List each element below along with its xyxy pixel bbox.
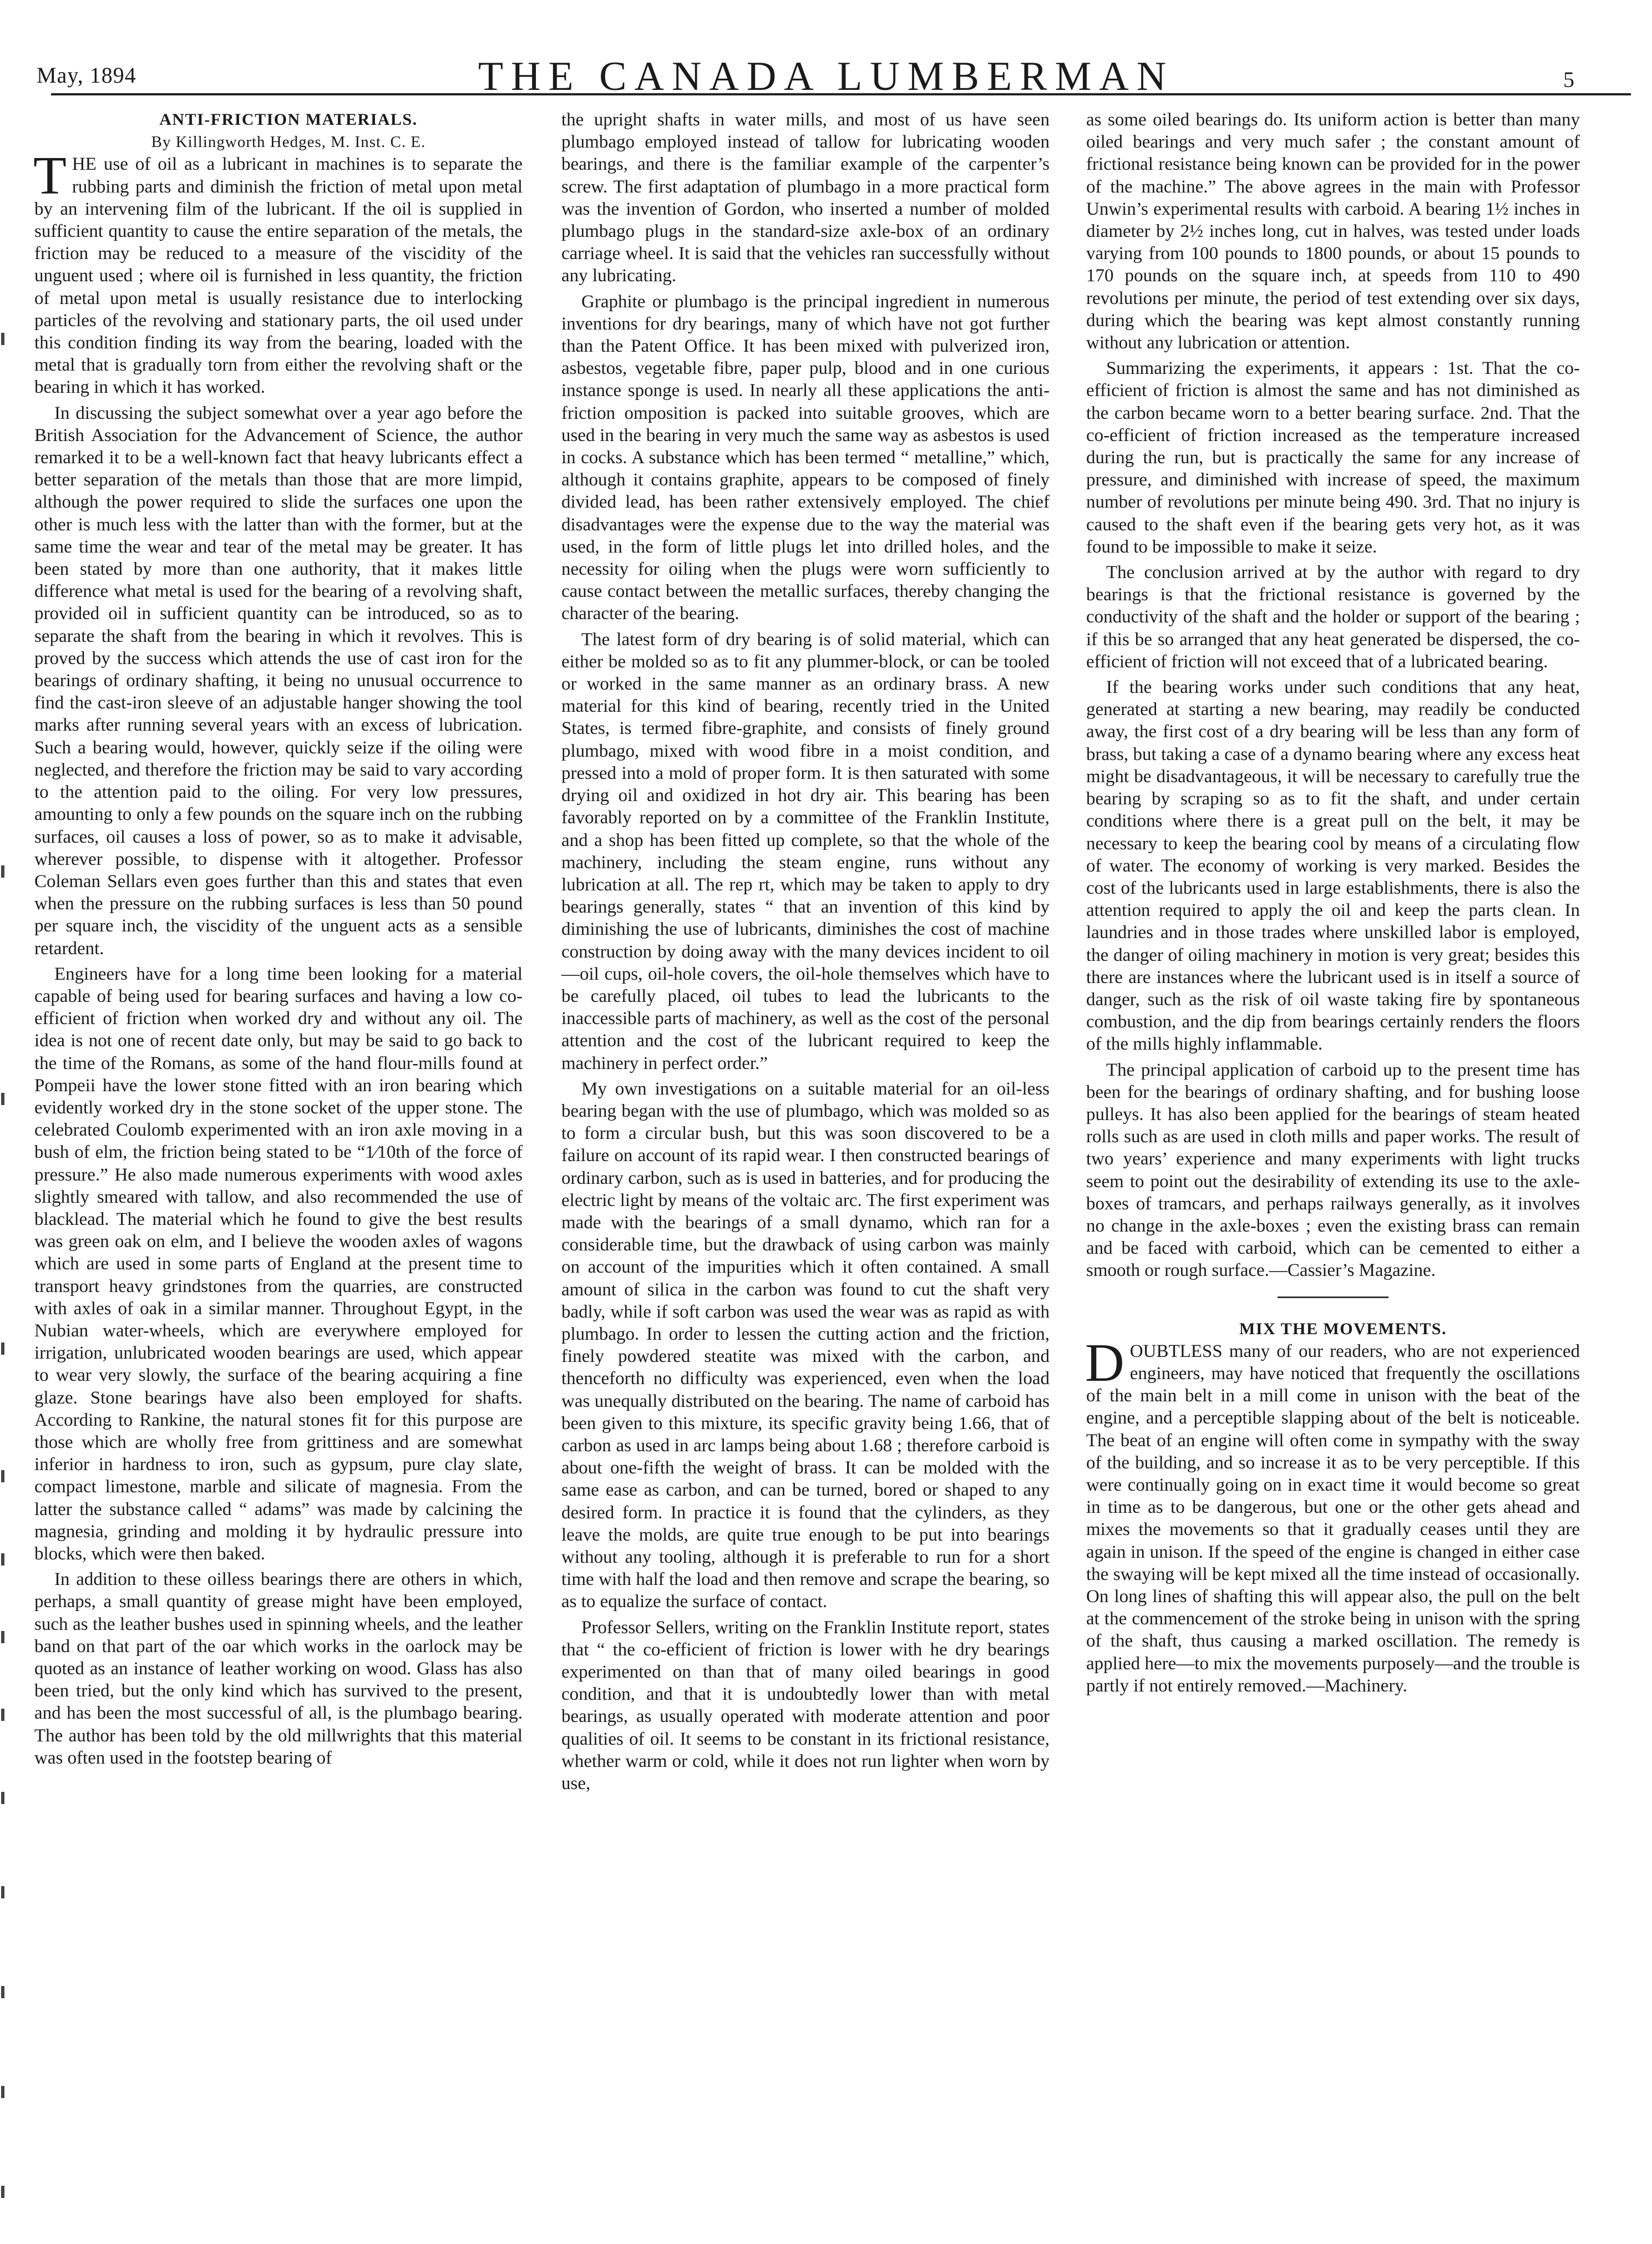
page-number: 5	[1563, 67, 1574, 92]
article-paragraph: Graphite or plumbago is the principal ingredient in numerous inventions for dry bearings, many of which have not got further than the Patent Office. It has been mixed with pulverized iron, asbestos, vegetable fibre, paper pulp, blood and in one curious instance sponge is used. In nearly all these applications the anti-friction omposition is packed into suitable grooves, which are used in the bearing in very much the same way as asbestos is used in cocks. A substance which has been termed “ metalline,” which, although it contains graphite, appears to be composed of finely divided lead, has been rather extensively employed. The chief disadvantages were the expense due to the way the material was used, in the form of little plugs let into drilled holes, and the necessity for oiling when the plugs were worn sufficiently to cause contact between the metallic surfaces, thereby changing the character of the bearing.	[561, 291, 1050, 624]
section-divider	[1278, 1296, 1389, 1298]
article-paragraph: In discussing the subject somewhat over a year ago before the British Association for the Advancement of Science, the author remarked it to be a well-known fact that heavy lubricants effect a better separation of the metals than those that are more limpid, although the power required to slide the surfaces one upon the other is much less with the latter than with the former, but at the same time the wear and tear of the metal may be greater. It has been stated by more than one authority, that it makes little difference what metal is used for the bearing of a revolving shaft, provided oil in sufficient quantity can be introduced, so as to separate the shaft from the bearing in which it revolves. This is proved by the success which attends the use of cast iron for the bearings of ordinary shafting, it being no unusual occurrence to find the cast-iron sleeve of an adjustable hanger showing the tool marks after running several years with an excess of lubrication. Such a bearing would, however, quickly seize if the oiling were neglected, and therefore the friction may be said to vary according to the attention paid to the oiling. For very low pressures, amounting to only a few pounds on the square inch on the rubbing surfaces, oil causes a loss of power, so as to make it advisable, wherever possible, to dispense with it altogether. Professor Coleman Sellars even goes further than this and states that even when the pressure on the rubbing surfaces is less than 50 pound per square inch, the viscidity of the unguent acts as a sensible retardent.	[34, 403, 523, 959]
article-title: ANTI-FRICTION MATERIALS.	[159, 110, 418, 129]
article-title-2: MIX THE MOVEMENTS.	[1239, 1319, 1447, 1338]
column-3	[1086, 109, 1580, 1697]
article-paragraph: The principal application of carboid up to the present time has been for the bearings of ordinary shafting, and for bushing loose pulleys. It has also been applied for the bearings of steam heated rolls such as are used in cloth mills and paper works. The result of two years’ experience and many experiments with light trucks seem to point out the desirability of extending its use to the axle-boxes of tramcars, and perhaps railways generally, as it involves no change in the axle-boxes ; even the existing brass can remain and be faced with carboid, which can be cemented to either a smooth or rough surface.—Cassier’s Magazine.	[1086, 1060, 1580, 1281]
column-2	[561, 109, 1050, 1795]
article-paragraph: THE use of oil as a lubricant in machines is to separate the rubbing parts and diminish the friction of metal upon metal by an intervening film of the lubricant. If the oil is supplied in sufficient quantity to cause the entire separation of the metals, the friction may be reduced to a measure of the viscidity of the unguent used ; where oil is furnished in less quantity, the friction of metal upon metal is usually resistance due to interlocking particles of the revolving and stationary parts, the oil used under this condition finding its way from the bearing, loaded with the metal that is gradually torn from either the revolving shaft or the bearing in which it has worked.	[33, 146, 523, 398]
article-paragraph: The conclusion arrived at by the author with regard to dry bearings is that the frictional resistance is governed by the conductivity of the shaft and the holder or support of the bearing ; if this be so arranged that any heat generated be dispersed, the co-efficient of friction will not exceed that of a lubricated bearing.	[1086, 563, 1580, 672]
drop-cap: D	[1085, 1333, 1124, 1393]
article-paragraph: the upright shafts in water mills, and most of us have seen plumbago employed instead of tallow for lubricating wooden bearings, and there is the familiar example of the carpenter’s screw. The first adaptation of plumbago in a more practical form was the invention of Gordon, who inserted a number of molded plumbago plugs in the standard-size axle-box of an ordinary carriage wheel. It is said that the vehicles ran successfully without any lubricating.	[561, 110, 1050, 286]
column-1	[34, 109, 523, 1769]
article-paragraph: The latest form of dry bearing is of solid material, which can either be molded so as to fit any plummer-block, or can be tooled or worked in the same manner as an ordinary brass. A new material for this kind of bearing, recently tried in the United States, is termed fibre-graphite, and consists of finely ground plumbago, mixed with wood fibre in a moist condition, and pressed into a mold of proper form. It is then saturated with some drying oil and oxidized in hot dry air. This bearing has been favorably reported on by a committee of the Franklin Institute, and a shop has been fitted up complete, so that the whole of the machinery, including the steam engine, runs without any lubrication at all. The rep rt, which may be taken to apply to dry bearings generally, states “ that an invention of this kind by diminishing the use of lubricants, diminishes the cost of machine construction by doing away with the many devices incident to oil—oil cups, oil-hole covers, the oil-hole themselves which have to be carefully placed, oil tubes to lead the lubricants to the inaccessible parts of machinery, as well as the cost of the personal attention and the cost of the lubricant required to keep the machinery in perfect order.”	[561, 629, 1050, 1073]
masthead-title: THE CANADA LUMBERMAN	[478, 54, 1174, 99]
left-margin-binding-marks	[0, 100, 8, 2208]
article-paragraph: DOUBTLESS many of our readers, who are not experienced engineers, may have noticed that frequently the oscillations of the main belt in a mill come in unison with the beat of the engine, and a perceptible slapping about of the belt is noticeable. The beat of an engine will often come in sympathy with the sway of the building, and so increase it as to be very perceptible. If this were continually going on in exact time it would become so great in time as to be dangerous, but one or the other gets ahead and mixes the movements so that it gradually ceases until they are again in unison. If the speed of the engine is changed in either case the swaying will be kept mixed all the time instead of occasionally. On long lines of shafting this will appear also, the pull on the belt at the commencement of the stroke being in unison with the spring of the shaft, thus causing a marked oscillation. The remedy is applied here—to mix the movements purposely—and the trouble is partly if not entirely removed.—Machinery.	[1085, 1333, 1580, 1696]
article-paragraph: My own investigations on a suitable material for an oil-less bearing began with the use of plumbago, which was molded so as to form a circular bush, but this was soon discovered to be a failure on account of its rapid wear. I then constructed bearings of ordinary carbon, such as is used in batteries, and for producing the electric light by means of the voltaic arc. The first experiment was made with the bearings of a small dynamo, which ran for a considerable time, but the drawback of using carbon was mainly on account of the impurities which it often contained. A small amount of silica in the carbon was found to cut the shaft very badly, while if soft carbon was used the wear was as rapid as with plumbago. In order to lessen the cutting action and the friction, finely powdered steatite was mixed with the carbon, and thenceforth no difficulty was experienced, even when the load was unequally distributed on the bearing. The name of carboid has been given to this mixture, its specific gravity being 1.66, that of carbon as used in arc lamps being about 1.68 ; therefore carboid is about one-fifth the weight of brass. It can be molded with the same ease as carbon, and can be turned, bored or shaped to any desired form. In practice it is found that the cylinders, as they leave the molds, are quite true enough to be put into bearings without any tooling, although it is preferable to run for a short time with half the load and then remove and scrape the bearing, so as to equalize the surface of contact.	[561, 1078, 1050, 1612]
article-paragraph: as some oiled bearings do. Its uniform action is better than many oiled bearings and very much safer ; the constant amount of frictional resistance being known can be provided for in the power of the machine.” The above agrees in the main with Professor Unwin’s experimental results with carboid. A bearing 1½ inches in diameter by 2½ inches long, cut in halves, was tested under loads varying from 100 pounds to 1800 pounds, or about 15 pounds to 170 pounds on the square inch, at speeds from 110 to 490 revolutions per minute, the period of test extending over six days, during which the bearing was kept almost constantly running without any lubrication or attention.	[1086, 110, 1580, 353]
header-rule	[51, 93, 1631, 95]
article-paragraph: If the bearing works under such conditions that any heat, generated at starting a new bearing, may readily be conducted away, the first cost of a dry bearing will be less than any form of brass, but taking a case of a dynamo bearing where any excess heat might be disadvantageous, it will be necessary to carefully true the bearing by scraping so as to fit the shaft, and under certain conditions where there is a great pull on the belt, it may be necessary to keep the bearing cool by means of a circulating flow of water. The economy of working is very marked. Besides the cost of the lubricants used in large establishments, there is also the attention required to apply the oil and keep the parts clean. In laundries and in those trades where unskilled labor is employed, the danger of oiling machinery in motion is very great; besides this there are instances where the lubricant used is in itself a source of danger, such as the risk of oil waste taking fire by spontaneous combustion, and the dip from bearings certainly renders the floors of the mills highly inflammable.	[1086, 677, 1580, 1055]
article-paragraph: Engineers have for a long time been looking for a material capable of being used for bearing surfaces and having a low co-efficient of friction when worked dry and without any oil. The idea is not one of recent date only, but may be said to go back to the time of the Romans, as some of the hand flour-mills found at Pompeii have the lower stone fitted with an iron bearing which evidently worked dry in the stone socket of the upper stone. The celebrated Coulomb experimented with an iron axle moving in a bush of elm, the friction being stated to be “1⁄10th of the force of pressure.” He also made numerous experiments with wood axles slightly smeared with tallow, and also recommended the use of blacklead. The material which he found to give the best results was green oak on elm, and I believe the wooden axles of wagons which are used in some parts of England at the present time to transport heavy grindstones from the quarries, are constructed with axles of oak in a similar manner. Throughout Egypt, in the Nubian water-wheels, which are everywhere employed for irrigation, unlubricated wooden bearings are used, which appear to wear very slowly, the surface of the bearing acquiring a fine glaze. Stone bearings have also been employed for shafts. According to Rankine, the natural stones fit for this purpose are those which are wholly free from grittiness and are somewhat inferior in hardness to iron, such as gypsum, pure clay slate, compact limestone, marble and silicate of magnesia. From the latter the substance called “ adams” was made by calcining the magnesia, grinding and molding it by hydraulic pressure into blocks, which were then baked.	[34, 964, 523, 1564]
issue-date: May, 1894	[37, 63, 136, 88]
article-paragraph: In addition to these oilless bearings there are others in which, perhaps, a small quantity of grease might have been employed, such as the leather bushes used in spinning wheels, and the leather band on that part of the oar which works in the oarlock may be quoted as an instance of leather working on wood. Glass has also been tried, but the only kind which has survived to the present, and has been the most successful of all, is the plumbago bearing. The author has been told by the old millwrights that this material was often used in the footstep bearing of	[34, 1569, 523, 1768]
article-paragraph: Summarizing the experiments, it appears : 1st. That the co-efficient of friction is almost the same and has not diminished as the carbon became worn to a better bearing surface. 2nd. That the co-efficient of friction increased as the temperature increased during the run, but is practically the same for any increase of pressure, and diminished with increase of speed, the maximum number of revolutions per minute being 490. 3rd. That no injury is caused to the shaft even if the bearing gets very hot, as it was found to be impossible to make it seize.	[1086, 358, 1580, 557]
drop-cap: T	[33, 146, 67, 206]
article-byline: By Killingworth Hedges, M. Inst. C. E.	[151, 133, 426, 151]
article-paragraph: Professor Sellers, writing on the Franklin Institute report, states that “ the co-efficient of friction is lower with he dry bearings experimented on than that of many oiled bearings in good condition, and that it is undoubtedly lower than with metal bearings, as usually operated with moderate attention and poor qualities of oil. It seems to be constant in its frictional resistance, whether warm or cold, while it does not run lighter when worn by use,	[561, 1617, 1050, 1794]
